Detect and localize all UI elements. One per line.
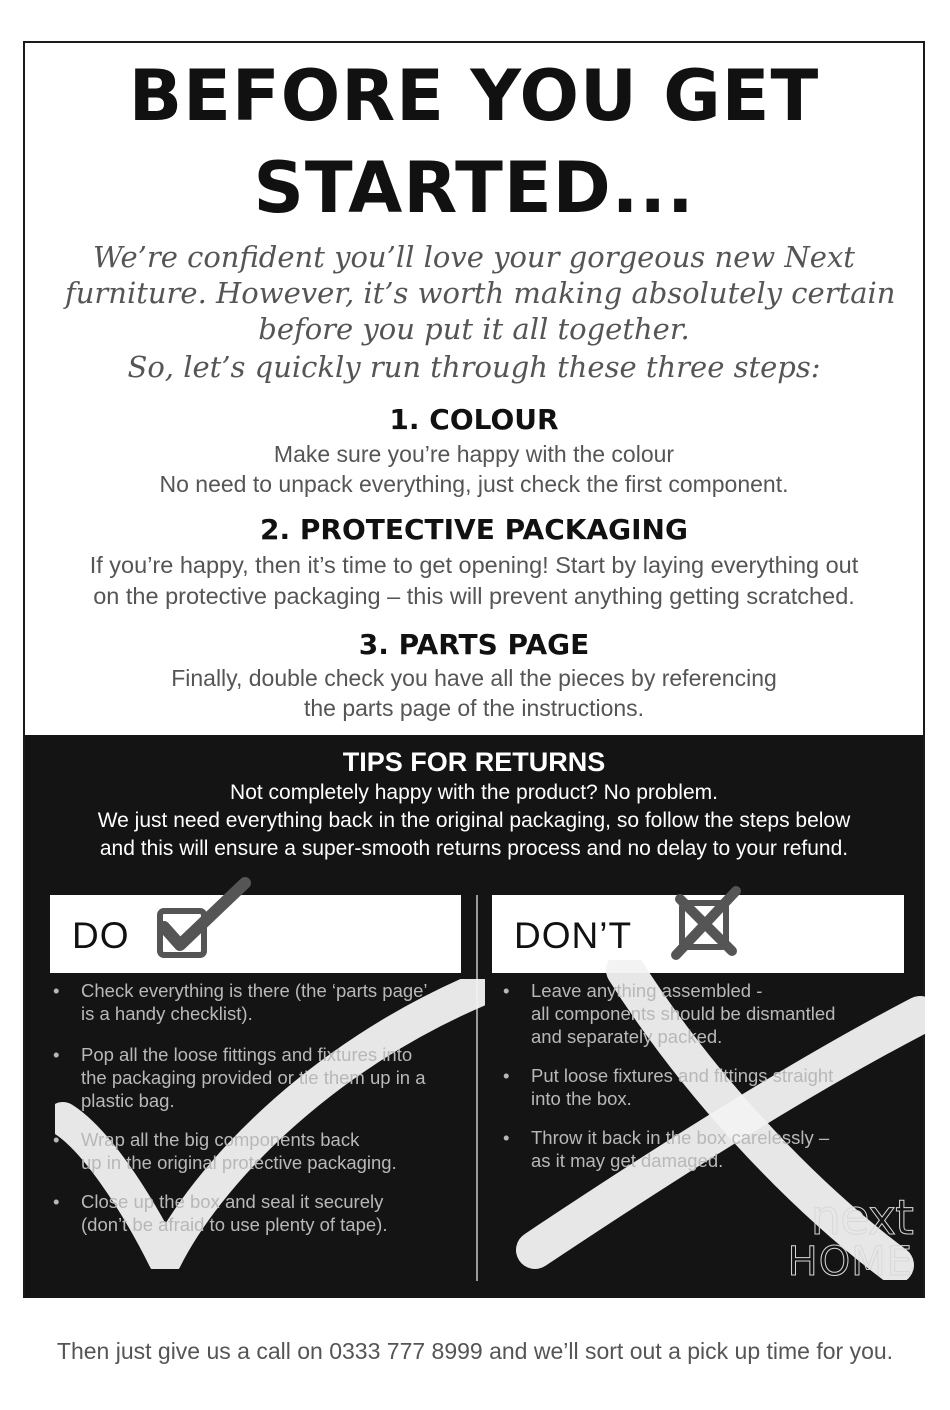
intro-line: So, let’s quickly run through these three steps: <box>127 350 821 384</box>
list-item-line: • Pop all the loose fittings and fixtures into <box>81 1044 413 1065</box>
step-2-heading: 2. PROTECTIVE PACKAGING <box>260 513 688 546</box>
footer-text: Then just give us a call on 0333 777 8999 and we’ll sort out a pick up time for you. <box>56 1338 894 1364</box>
step-line: Finally, double check you have all the pieces by referencing <box>171 665 777 691</box>
logo-line-1: next <box>810 1190 913 1246</box>
list-item-line: is a handy checklist). <box>81 1003 253 1024</box>
list-item-line: into the box. <box>531 1088 632 1109</box>
step-1-text <box>25 439 923 499</box>
dont-header <box>492 895 904 973</box>
list-item-line: • Close up the box and seal it securely <box>81 1191 384 1212</box>
list-item-line: up in the original protective packaging. <box>81 1152 397 1173</box>
returns-line: We just need everything back in the original packaging, so follow the steps below <box>97 809 851 832</box>
page-title-line-1: BEFORE YOU GET <box>128 55 820 137</box>
list-item <box>53 1128 463 1174</box>
column-divider <box>476 895 478 1281</box>
step-2-text <box>25 550 923 612</box>
do-label: DO <box>72 915 130 956</box>
checkbox-tick-icon <box>150 877 260 965</box>
returns-line: Not completely happy with the product? No problem. <box>230 781 718 804</box>
intro-line: We’re confident you’ll love your gorgeous new Next <box>93 240 855 274</box>
list-item-line: • Put loose fixtures and fittings straight <box>531 1065 834 1086</box>
list-item-line: as it may get damaged. <box>531 1150 724 1171</box>
step-line: No need to unpack everything, just check the first component. <box>159 471 789 497</box>
list-item-line: and separately packed. <box>531 1026 723 1047</box>
list-item <box>503 1126 883 1172</box>
list-item-line: • Check everything is there (the ‘parts page’ <box>81 980 428 1001</box>
logo-line-2: HOME <box>787 1239 913 1285</box>
intro-line: before you put it all together. <box>258 312 690 346</box>
list-item-line: (don’t be afraid to use plenty of tape). <box>81 1214 388 1235</box>
intro-text <box>65 239 896 385</box>
list-item-line: the packaging provided or tie them up in a <box>81 1067 426 1088</box>
list-item <box>53 1043 463 1112</box>
next-home-logo <box>787 1190 913 1285</box>
page-title-line-2: STARTED... <box>253 147 695 229</box>
step-line: Make sure you’re happy with the colour <box>273 441 675 467</box>
returns-panel <box>25 735 923 1298</box>
list-item <box>53 979 463 1025</box>
step-line: on the protective packaging – this will prevent anything getting scratched. <box>93 583 855 609</box>
step-3-heading: 3. PARTS PAGE <box>358 628 590 661</box>
list-item <box>503 979 883 1048</box>
list-item-line: plastic bag. <box>81 1090 175 1111</box>
info-sheet <box>23 41 925 1298</box>
do-header <box>50 895 461 973</box>
returns-text <box>25 779 923 863</box>
returns-line: and this will ensure a super-smooth returns process and no delay to your refund. <box>99 837 849 860</box>
list-item-line: • Wrap all the big components back <box>81 1129 360 1150</box>
step-1-heading: 1. COLOUR <box>389 403 559 436</box>
intro-line: furniture. However, it’s worth making absolutely certain <box>65 276 896 310</box>
list-item-line: all components should be dismantled <box>531 1003 836 1024</box>
list-item <box>53 1190 463 1236</box>
step-line: If you’re happy, then it’s time to get opening! Start by laying everything out <box>89 552 859 578</box>
dont-label: DON’T <box>514 915 633 956</box>
returns-heading: TIPS FOR RETURNS <box>342 747 606 777</box>
step-line: the parts page of the instructions. <box>303 695 645 721</box>
list-item-line: • Leave anything assembled - <box>531 980 763 1001</box>
dont-list <box>503 979 883 1188</box>
step-3-text <box>25 663 923 723</box>
checkbox-cross-icon <box>670 877 760 965</box>
do-list <box>53 979 463 1252</box>
list-item-line: • Throw it back in the box carelessly – <box>531 1127 830 1148</box>
list-item <box>503 1064 883 1110</box>
